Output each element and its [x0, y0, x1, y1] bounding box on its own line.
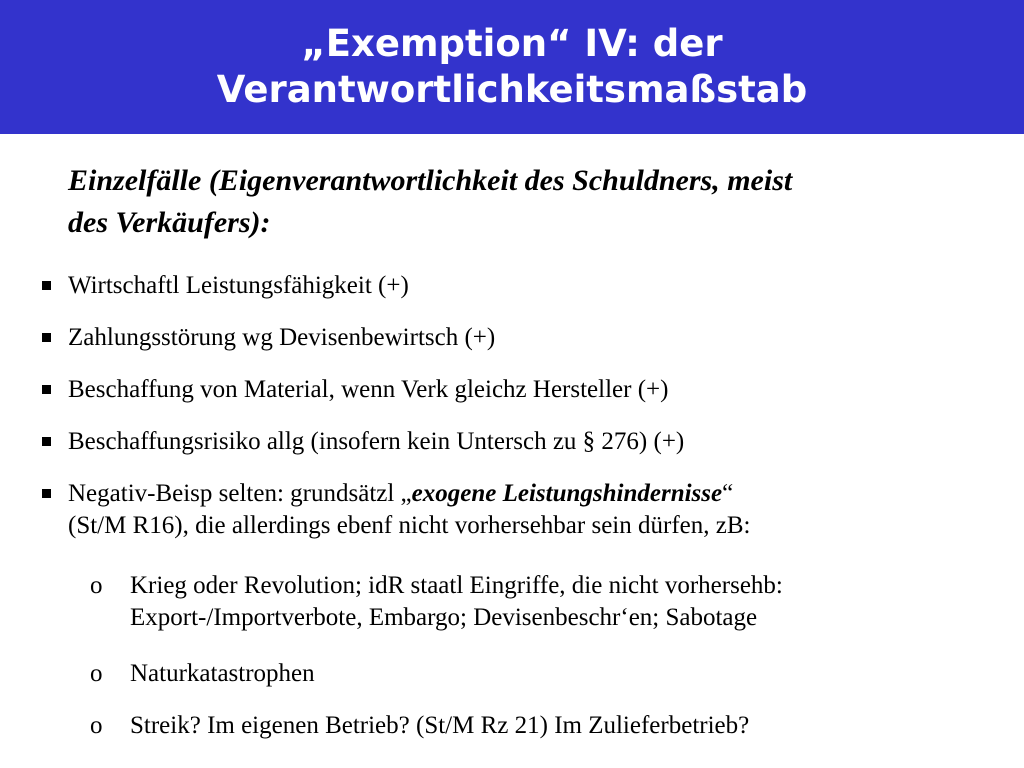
- square-bullet-icon: [42, 281, 51, 290]
- bullet-item: [68, 426, 988, 458]
- square-bullet-icon: [42, 385, 51, 394]
- square-bullet-icon: [42, 489, 51, 498]
- sub-bullet-text-line-1: Krieg oder Revolution; idR staatl Eingriffe, die nicht vorhersehb:: [130, 572, 783, 599]
- bullet-text-line-1: [68, 478, 988, 510]
- slide-title-line-1: „Exemption“ IV: der: [301, 22, 723, 65]
- bullet-text: Wirtschaftl Leistungsfähigkeit (+): [68, 272, 409, 299]
- bullet-text: Beschaffungsrisiko allg (insofern kein Untersch zu § 276) (+): [68, 428, 685, 455]
- bullet-item: [68, 478, 988, 542]
- bullet-text: Zahlungsstörung wg Devisenbewirtsch (+): [68, 324, 496, 351]
- bullet-item: [68, 322, 988, 354]
- bullet-text-emphasis: exogene Leistungshindernisse: [411, 480, 723, 507]
- section-heading: [68, 160, 988, 244]
- section-heading-line-1: Einzelfälle (Eigenverantwortlichkeit des Schuldners, meist: [68, 164, 793, 197]
- sub-bullet-text-line-2: Export-/Importverbote, Embargo; Devisenbeschr‘en; Sabotage: [130, 604, 758, 631]
- bullet-item: [68, 270, 988, 302]
- section-heading-line-2: des Verkäufers):: [68, 206, 271, 239]
- sub-bullet-text: Naturkatastrophen: [130, 660, 315, 687]
- sub-bullet-item: [90, 658, 990, 690]
- slide-title-line-2: Verantwortlichkeitsmaßstab: [216, 68, 808, 111]
- bullet-text-post: “: [722, 480, 734, 507]
- circle-bullet-icon: o: [90, 660, 103, 687]
- square-bullet-icon: [42, 333, 51, 342]
- square-bullet-icon: [42, 437, 51, 446]
- bullet-text-pre: Negativ-Beisp selten: grundsätzl „: [68, 480, 412, 507]
- circle-bullet-icon: o: [90, 712, 103, 739]
- bullet-text: Beschaffung von Material, wenn Verk gleichz Hersteller (+): [68, 376, 669, 403]
- bullet-item: [68, 374, 988, 406]
- sub-bullet-item: [90, 570, 990, 634]
- sub-bullet-text: Streik? Im eigenen Betrieb? (St/M Rz 21) Im Zulieferbetrieb?: [130, 712, 750, 739]
- sub-bullet-item: [90, 710, 990, 742]
- bullet-text-line-2: (St/M R16), die allerdings ebenf nicht vorhersehbar sein dürfen, zB:: [68, 512, 751, 539]
- circle-bullet-icon: o: [90, 572, 103, 599]
